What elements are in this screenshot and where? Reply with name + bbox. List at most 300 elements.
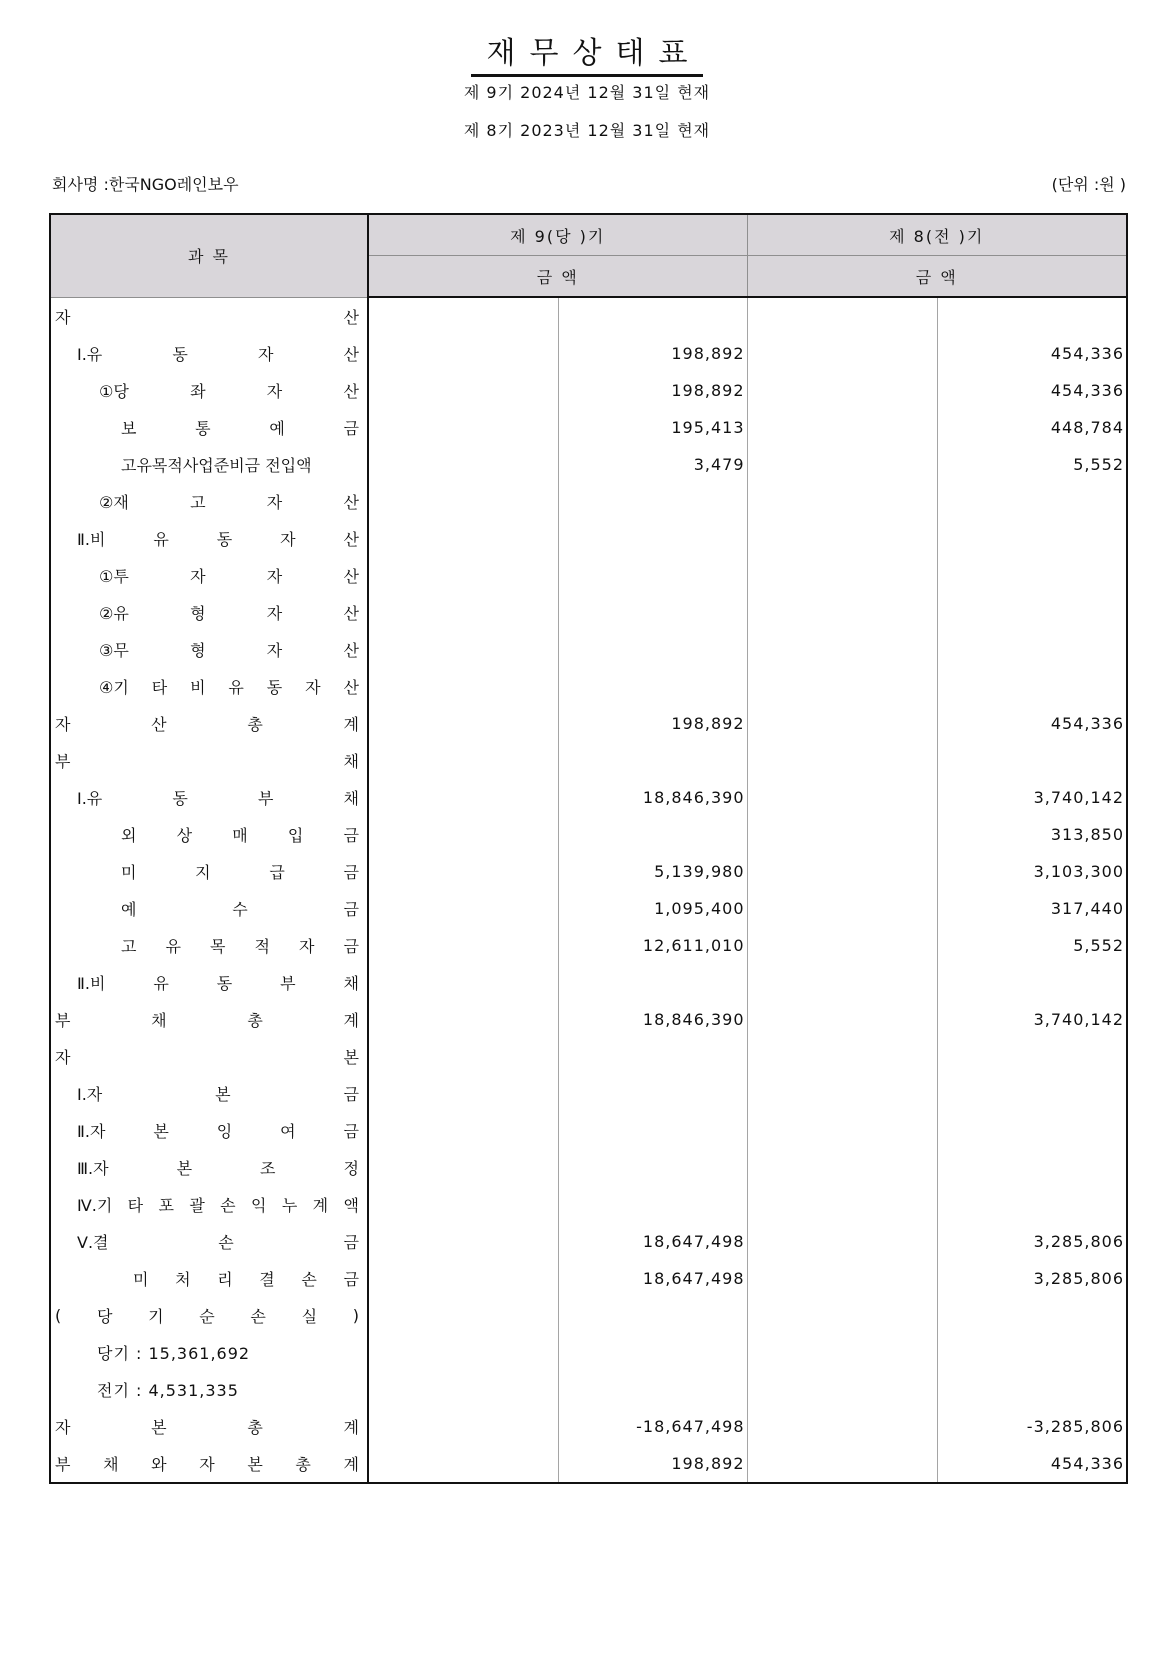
label-part: Ⅰ.유 <box>77 345 103 364</box>
row-label <box>50 335 368 372</box>
row-label <box>50 1001 368 1038</box>
prior-amount-cell: 3,285,806 <box>937 1223 1127 1260</box>
label-part: 좌 <box>190 382 206 401</box>
current-detail-cell <box>368 927 558 964</box>
current-detail-cell <box>368 1038 558 1075</box>
label-part: 수 <box>232 900 248 919</box>
current-detail-cell <box>368 1260 558 1297</box>
table-row <box>50 335 1127 372</box>
label-part: 채 <box>343 974 359 993</box>
header-prior-period: 제 8(전 )기 <box>747 214 1127 256</box>
table-row <box>50 631 1127 668</box>
prior-amount-cell <box>937 297 1127 335</box>
label-part: 자 <box>266 604 283 623</box>
prior-detail-cell <box>747 1334 937 1371</box>
label-part: 미 <box>133 1270 149 1289</box>
current-amount-cell <box>558 1112 747 1149</box>
label-part: 부 <box>55 752 71 771</box>
row-label-text <box>55 564 359 587</box>
current-amount-cell <box>558 520 747 557</box>
prior-detail-cell <box>747 1371 937 1408</box>
label-part: 채 <box>343 789 359 808</box>
current-detail-cell <box>368 557 558 594</box>
current-detail-cell <box>368 742 558 779</box>
row-label-text <box>55 527 359 550</box>
label-part: 순 <box>199 1307 215 1326</box>
label-part: 본 <box>151 1418 167 1437</box>
label-part: 부 <box>55 1011 71 1030</box>
label-part: 채 <box>103 1455 119 1474</box>
current-detail-cell <box>368 446 558 483</box>
row-label <box>50 446 368 483</box>
label-part: ①당 <box>99 382 129 401</box>
label-part: 고 <box>121 937 137 956</box>
prior-period: 제 8기 2023년 12월 31일 현재 <box>463 121 711 140</box>
prior-amount-cell: 454,336 <box>937 1445 1127 1483</box>
label-part: 산 <box>343 567 359 586</box>
prior-amount-cell: 313,850 <box>937 816 1127 853</box>
row-label-text <box>55 1193 359 1216</box>
current-amount-cell: 12,611,010 <box>558 927 747 964</box>
row-label-text <box>55 786 359 809</box>
current-amount-cell <box>558 1038 747 1075</box>
current-amount-cell: 198,892 <box>558 1445 747 1483</box>
current-period: 제 9기 2024년 12월 31일 현재 <box>463 83 711 102</box>
prior-amount-cell <box>937 1334 1127 1371</box>
label-part: 자 <box>266 493 283 512</box>
table-row <box>50 964 1127 1001</box>
label-part: ③무 <box>99 641 129 660</box>
row-label <box>50 1038 368 1075</box>
label-part: 조 <box>260 1159 276 1178</box>
row-label <box>50 557 368 594</box>
label-part: 산 <box>343 382 359 401</box>
label-part: 산 <box>343 641 359 660</box>
table-row <box>50 1445 1127 1483</box>
label-part: 총 <box>295 1455 311 1474</box>
current-detail-cell <box>368 372 558 409</box>
label-part: 고 <box>190 493 206 512</box>
label-part: 계 <box>343 715 359 734</box>
row-label-text <box>55 416 359 439</box>
current-amount-cell <box>558 557 747 594</box>
label-part: Ⅴ.결 <box>77 1233 109 1252</box>
table-row <box>50 1186 1127 1223</box>
label-part: 채 <box>343 752 359 771</box>
label-part: 자 <box>55 715 71 734</box>
label-part: 금 <box>343 1233 359 1252</box>
prior-amount-cell: 5,552 <box>937 446 1127 483</box>
table-row <box>50 1075 1127 1112</box>
label-part: 동 <box>172 789 188 808</box>
current-amount-cell: 5,139,980 <box>558 853 747 890</box>
prior-amount-cell: 3,103,300 <box>937 853 1127 890</box>
label-part: 동 <box>172 345 188 364</box>
table-row <box>50 557 1127 594</box>
current-amount-cell: 195,413 <box>558 409 747 446</box>
label-part: 산 <box>343 493 359 512</box>
label-part: 자 <box>305 678 321 697</box>
label-part: 자 <box>280 530 296 549</box>
current-amount-cell: 18,846,390 <box>558 1001 747 1038</box>
row-label-text <box>55 379 359 402</box>
row-label-text <box>55 1045 359 1068</box>
label-part: 비 <box>190 678 206 697</box>
row-label-text <box>55 342 359 365</box>
prior-detail-cell <box>747 372 937 409</box>
row-label-text <box>55 749 359 772</box>
prior-amount-cell: 3,285,806 <box>937 1260 1127 1297</box>
table-row <box>50 816 1127 853</box>
table-row <box>50 446 1127 483</box>
table-row <box>50 1223 1127 1260</box>
table-row <box>50 1371 1127 1408</box>
prior-amount-cell <box>937 1075 1127 1112</box>
prior-detail-cell <box>747 1186 937 1223</box>
label-part: ②유 <box>99 604 129 623</box>
prior-detail-cell <box>747 594 937 631</box>
prior-detail-cell <box>747 1075 937 1112</box>
label-part: ) <box>352 1306 359 1325</box>
row-label <box>50 853 368 890</box>
label-part: 본 <box>176 1159 193 1178</box>
label-part: 자 <box>55 307 71 327</box>
label-part: 본 <box>343 1048 359 1067</box>
label-part: 여 <box>280 1122 296 1141</box>
table-row <box>50 853 1127 890</box>
prior-detail-cell <box>747 1408 937 1445</box>
row-label <box>50 1260 368 1297</box>
note-text: 당기 : 15,361,692 <box>97 1344 251 1363</box>
prior-detail-cell <box>747 335 937 372</box>
prior-amount-cell: 317,440 <box>937 890 1127 927</box>
label-part: Ⅲ.자 <box>77 1159 109 1178</box>
label-part: 금 <box>343 1270 359 1289</box>
prior-amount-cell: -3,285,806 <box>937 1408 1127 1445</box>
balance-sheet-table <box>49 213 1128 1484</box>
current-detail-cell <box>368 297 558 335</box>
current-amount-cell: 198,892 <box>558 372 747 409</box>
prior-detail-cell <box>747 1445 937 1483</box>
table-row <box>50 594 1127 631</box>
label-part: 기 <box>148 1307 164 1326</box>
prior-detail-cell <box>747 1149 937 1186</box>
row-label <box>50 705 368 742</box>
label-part: 계 <box>343 1011 359 1030</box>
current-detail-cell <box>368 964 558 1001</box>
label-part: 상 <box>176 826 193 845</box>
current-detail-cell <box>368 594 558 631</box>
label-part: 동 <box>216 530 233 549</box>
current-detail-cell <box>368 520 558 557</box>
label-part: 금 <box>343 1085 359 1104</box>
prior-detail-cell <box>747 520 937 557</box>
table-row <box>50 1334 1127 1371</box>
label-part: 예 <box>269 419 285 438</box>
label-part: 유 <box>165 937 181 956</box>
table-row <box>50 1038 1127 1075</box>
prior-amount-cell <box>937 557 1127 594</box>
row-label-text <box>55 675 359 698</box>
prior-detail-cell <box>747 668 937 705</box>
label-part: 계 <box>343 1418 359 1437</box>
prior-amount-cell <box>937 631 1127 668</box>
label-part: 유 <box>228 678 244 697</box>
table-row <box>50 1260 1127 1297</box>
label-part: Ⅱ.비 <box>77 530 106 549</box>
current-detail-cell <box>368 483 558 520</box>
label-part: 계 <box>343 1455 359 1474</box>
label-part: 익 <box>250 1196 267 1215</box>
row-label <box>50 1149 368 1186</box>
label-part: 산 <box>151 715 167 734</box>
label-part: 와 <box>151 1455 167 1474</box>
prior-detail-cell <box>747 409 937 446</box>
label-part: 자 <box>257 345 274 364</box>
table-row <box>50 297 1127 335</box>
row-label-text <box>55 1008 359 1031</box>
prior-amount-cell <box>937 1186 1127 1223</box>
current-amount-cell <box>558 668 747 705</box>
label-part: 본 <box>215 1085 231 1104</box>
label-part: 타 <box>151 678 168 697</box>
table-row <box>50 1408 1127 1445</box>
table-row <box>50 742 1127 779</box>
row-label <box>50 372 368 409</box>
row-label <box>50 1112 368 1149</box>
label-part: 매 <box>232 826 248 845</box>
label-part: 유 <box>153 530 169 549</box>
current-amount-cell: -18,647,498 <box>558 1408 747 1445</box>
label-part: 자 <box>266 382 283 401</box>
table-row <box>50 668 1127 705</box>
prior-amount-cell <box>937 1038 1127 1075</box>
unit-label: (단위 :원 ) <box>1051 175 1126 194</box>
prior-detail-cell <box>747 1112 937 1149</box>
current-detail-cell <box>368 1408 558 1445</box>
current-detail-cell <box>368 779 558 816</box>
prior-amount-cell <box>937 483 1127 520</box>
current-detail-cell <box>368 1186 558 1223</box>
label-part: 자 <box>55 1418 71 1437</box>
prior-detail-cell <box>747 816 937 853</box>
row-label <box>50 1445 368 1483</box>
prior-amount-cell: 454,336 <box>937 705 1127 742</box>
prior-detail-cell <box>747 742 937 779</box>
label-part: Ⅰ.자 <box>77 1085 103 1104</box>
label-part: 손 <box>301 1270 317 1289</box>
prior-amount-cell <box>937 1112 1127 1149</box>
label-part: Ⅱ.비 <box>77 974 106 993</box>
label-part: 형 <box>190 604 206 623</box>
current-amount-cell <box>558 1149 747 1186</box>
label-part: 고유목적사업준비금 전입액 <box>121 456 312 475</box>
note-text: 전기 : 4,531,335 <box>97 1381 239 1400</box>
label-part: 금 <box>343 863 359 882</box>
current-amount-cell: 18,846,390 <box>558 779 747 816</box>
row-label-text <box>55 934 359 957</box>
prior-detail-cell <box>747 1297 937 1334</box>
current-detail-cell <box>368 1371 558 1408</box>
label-part: 보 <box>121 419 137 438</box>
row-label <box>50 816 368 853</box>
label-part: 총 <box>247 1418 263 1437</box>
prior-amount-cell: 3,740,142 <box>937 1001 1127 1038</box>
row-label-text <box>55 453 359 476</box>
row-label <box>50 483 368 520</box>
prior-amount-cell <box>937 668 1127 705</box>
label-part: 자 <box>266 641 283 660</box>
current-amount-cell <box>558 1186 747 1223</box>
label-part: 자 <box>55 1048 71 1067</box>
row-label <box>50 964 368 1001</box>
prior-amount-cell: 3,740,142 <box>937 779 1127 816</box>
prior-detail-cell <box>747 779 937 816</box>
label-part: 지 <box>195 863 211 882</box>
label-part: 산 <box>343 604 359 623</box>
table-row <box>50 372 1127 409</box>
row-label <box>50 594 368 631</box>
label-part: 부 <box>280 974 296 993</box>
label-part: 액 <box>343 1196 359 1215</box>
prior-detail-cell <box>747 1223 937 1260</box>
current-amount-cell <box>558 1075 747 1112</box>
prior-detail-cell <box>747 1260 937 1297</box>
row-label-text <box>55 490 359 513</box>
row-label <box>50 1186 368 1223</box>
row-label-text <box>55 1082 359 1105</box>
label-part: 금 <box>343 900 359 919</box>
current-detail-cell <box>368 705 558 742</box>
row-label-text <box>55 1304 359 1327</box>
label-part: ①투 <box>99 567 129 586</box>
current-amount-cell <box>558 1297 747 1334</box>
row-label-text <box>55 601 359 624</box>
table-row <box>50 1112 1127 1149</box>
row-label <box>50 409 368 446</box>
current-amount-cell <box>558 297 747 335</box>
prior-detail-cell <box>747 927 937 964</box>
label-part: Ⅳ.기 <box>77 1196 113 1215</box>
label-part: 자 <box>266 567 283 586</box>
label-part: 부 <box>55 1455 71 1474</box>
table-row <box>50 1001 1127 1038</box>
current-detail-cell <box>368 1001 558 1038</box>
prior-detail-cell <box>747 1038 937 1075</box>
label-part: 총 <box>247 1011 263 1030</box>
label-part: 통 <box>195 419 211 438</box>
label-part: 손 <box>220 1196 236 1215</box>
row-label-text <box>55 823 359 846</box>
table-row <box>50 779 1127 816</box>
row-label-text <box>55 1452 359 1475</box>
label-part: 미 <box>121 863 137 882</box>
label-part: 자 <box>199 1455 215 1474</box>
table-row <box>50 1297 1127 1334</box>
prior-detail-cell <box>747 557 937 594</box>
label-part: 잉 <box>216 1122 233 1141</box>
current-amount-cell: 198,892 <box>558 335 747 372</box>
label-part: 산 <box>343 345 359 364</box>
current-amount-cell <box>558 964 747 1001</box>
table-row <box>50 520 1127 557</box>
prior-detail-cell <box>747 853 937 890</box>
label-part: 계 <box>312 1196 329 1215</box>
current-amount-cell <box>558 1334 747 1371</box>
label-part: 산 <box>343 530 359 549</box>
label-part: Ⅱ.자 <box>77 1122 106 1141</box>
row-label-text <box>55 897 359 920</box>
current-amount-cell: 3,479 <box>558 446 747 483</box>
current-amount-cell <box>558 483 747 520</box>
label-part: 금 <box>343 826 359 845</box>
header-current-period: 제 9(당 )기 <box>368 214 747 256</box>
row-label-text <box>55 1230 359 1253</box>
document-title: 재무상태표 <box>0 28 1174 72</box>
label-part: 자 <box>299 937 315 956</box>
label-part: 실 <box>301 1307 318 1326</box>
row-label <box>50 927 368 964</box>
label-part: ( <box>55 1306 62 1325</box>
row-label <box>50 779 368 816</box>
prior-amount-cell <box>937 520 1127 557</box>
prior-detail-cell <box>747 297 937 335</box>
current-detail-cell <box>368 1445 558 1483</box>
table-row <box>50 409 1127 446</box>
row-label <box>50 742 368 779</box>
label-part: 본 <box>247 1455 263 1474</box>
label-part: Ⅰ.유 <box>77 789 103 808</box>
prior-detail-cell <box>747 483 937 520</box>
row-label <box>50 1408 368 1445</box>
row-label <box>50 1334 368 1371</box>
label-part: 형 <box>190 641 206 660</box>
row-label <box>50 631 368 668</box>
row-label <box>50 1371 368 1408</box>
label-part: 자 <box>190 567 206 586</box>
label-part: 결 <box>259 1270 275 1289</box>
current-amount-cell: 198,892 <box>558 705 747 742</box>
current-detail-cell <box>368 668 558 705</box>
prior-amount-cell <box>937 964 1127 1001</box>
label-part: 유 <box>153 974 169 993</box>
header-current-amount: 금 액 <box>368 256 747 298</box>
row-label-text <box>55 1156 359 1179</box>
table-row <box>50 483 1127 520</box>
row-label <box>50 520 368 557</box>
row-label <box>50 297 368 335</box>
current-amount-cell: 18,647,498 <box>558 1260 747 1297</box>
label-part: 급 <box>269 863 285 882</box>
current-amount-cell: 18,647,498 <box>558 1223 747 1260</box>
current-amount-cell <box>558 631 747 668</box>
header-prior-amount: 금 액 <box>747 256 1127 298</box>
current-detail-cell <box>368 335 558 372</box>
label-part: 부 <box>257 789 274 808</box>
prior-detail-cell <box>747 631 937 668</box>
row-label <box>50 890 368 927</box>
prior-amount-cell <box>937 594 1127 631</box>
label-part: 산 <box>343 678 359 697</box>
label-part: 금 <box>343 937 359 956</box>
label-part: 포 <box>158 1196 174 1215</box>
row-label-text <box>55 638 359 661</box>
label-part: 산 <box>343 307 359 327</box>
current-amount-cell <box>558 1371 747 1408</box>
table-row <box>50 927 1127 964</box>
label-part: 금 <box>343 419 359 438</box>
header-subject: 과 목 <box>50 214 368 297</box>
